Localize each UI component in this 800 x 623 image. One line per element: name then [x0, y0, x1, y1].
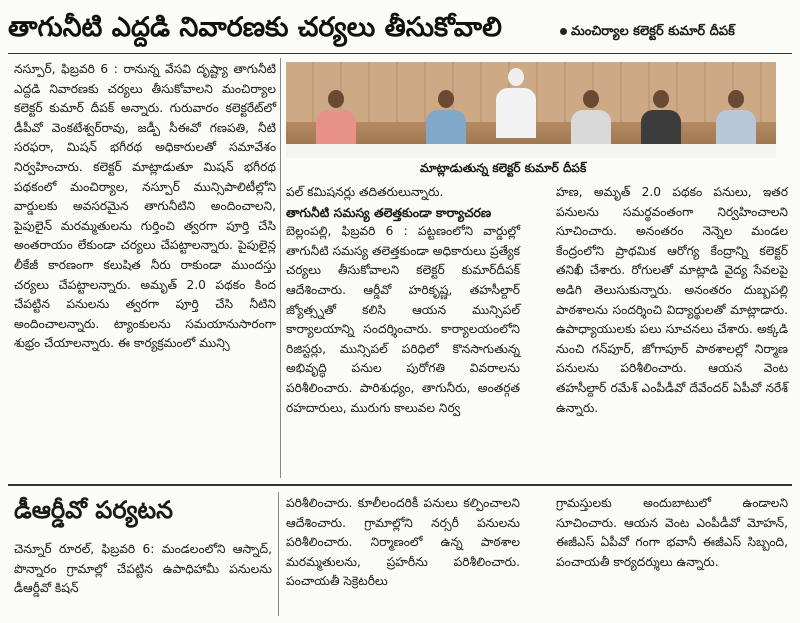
article1-col3-text: హణ, అమృత్ 2.0 పథకం పనులు, ఇతర పనులను సమర్థవంతంగా నిర్వహించాలని సూచించారు. అనంతరం నెన్నెల మండల కేంద్రంలోని ప్రాథమిక ఆరోగ్య కేంద్రాన్ని కలెక్టర్ తనిఖీ చేశారు. రోగులతో మాట్లాడి వైద్య సేవలపై అడిగి తెలుసుకున్నారు. అనంతరం దుబ్బపల్లి పాఠశాలను సందర్శించి విద్యార్థులతో మాట్లాడారు. ఉపాధ్యాయులకు పలు సూచనలు చేశారు. అక్కడి నుంచి గన్‌పూర్, జోగాపూర్ పాఠశాలల్లో నిర్మాణ పనులను పరిశీలించారు. ఆయన వెంట తహసీల్దార్ రమేశ్ ఎంపీడీవో దేవేందర్ ఏపీవో నరేశ్ ఉన్నారు. — [556, 185, 788, 415]
photo-person — [316, 90, 356, 146]
article1-column-2 — [286, 183, 520, 418]
column-divider — [278, 492, 279, 616]
article1-col2-text: బెల్లంపల్లి, ఫిబ్రవరి 6 : పట్టణంలోని వార్డుల్లో తాగునీటి సమస్య తలెత్తకుండా అధికారులు ప్రత్యేక చర్యలు తీసుకోవాలని కలెక్టర్ కుమార్‌దీపక్ ఆదేశించారు. ఆర్డీవో హరికృష్ణ, తహసీల్దార్ జ్యోత్స్నతో కలిసి ఆయన మున్సిపల్ కార్యాలయాన్ని సందర్శించారు. కార్యాలయంలోని రిజిస్టర్లు, మున్సిపల్ పరిధిలో కొనసాగుతున్న అభివృద్ధి పనుల పురోగతి వివరాలను పరిశీలించారు. పారిశుధ్యం, తాగునీరు, అంతర్గత రహదారులు, మురుగు కాలువల నిర్వ — [286, 224, 520, 415]
byline-text: మంచిర్యాల కలెక్టర్ కుమార్ దీపక్ — [571, 24, 735, 39]
photo-person — [426, 90, 466, 146]
photo-person — [496, 68, 536, 138]
article1-column-1 — [14, 60, 276, 354]
article-separator — [8, 484, 792, 486]
photo-table — [286, 144, 776, 158]
article2-col3-text: గ్రామస్తులకు అందుబాటులో ఉండాలని సూచించారు. ఆయన వెంట ఎంపీడీవో మోహన్, ఈజీఎస్ ఏపీవో గంగా భవానీ ఈజీఎస్ సిబ్బంది, పంచాయతీ కార్యదర్శులు ఉన్నారు. — [556, 496, 788, 569]
column-divider — [280, 58, 281, 478]
article1-column-3 — [556, 183, 788, 418]
headline-main: తాగునీటి ఎద్దడి నివారణకు చర్యలు తీసుకోవాలి — [8, 12, 502, 43]
header-rule — [8, 53, 792, 54]
article-header — [8, 6, 792, 52]
article2-column-2 — [286, 494, 520, 592]
article1-col1-text: నస్పూర్, ఫిబ్రవరి 6 : రానున్న వేసవి దృష్ట్యా తాగునీటి ఎద్దడి నివారణకు చర్యలు తీసుకోవాలని మంచిర్యాల కలెక్టర్ కుమార్ దీపక్ అన్నారు. గురువారం కలెక్టరేట్‌లో డీపీవో వెంకటేశ్వర్‌రావు, జడ్పీ సీఈవో గణపతి, నీటి సరఫరా, మిషన్ భగీరథ అధికారులతో సమావేశం నిర్వహించారు. కలెక్టర్ మాట్లాడుతూ మిషన్ భగీరథ పథకంలో మంచిర్యాల, నస్పూర్ మున్సిపాలిటీల్లోని వార్డులకు అవసరమైన తాగునీటిని అందించాలని, పైపులైన్ మరమ్మతులను గుర్తించి త్వరగా పూర్తి చేసి అంతరాయం లేకుండా చర్యలు చేపట్టాలన్నారు. పైపులైన్ల లీకేజీ కారణంగా కలుషిత నీరు రాకుండా ముందస్తు చర్యలు చేపట్టాలన్నారు. అమృత్ 2.0 పథకం కింద చేపట్టిన పనులను త్వరగా పూర్తి చేసి నీటిని అందించాలన్నారు. ట్యాంకులను సమయానుసారంగా శుభ్రం చేయాలన్నారు. ఈ కార్యక్రమంలో మున్సి — [14, 62, 276, 351]
article1-subheading: తాగునీటి సమస్య తలెత్తకుండా కార్యాచరణ — [286, 204, 492, 220]
article2-col2-text: పరిశీలించారు. కూలీలందరికీ పనులు కల్పించాలని ఆదేశించారు. గ్రామాల్లోని నర్సరీ పనులను పరిశీలించారు. నిర్మాణంలో ఉన్న పాఠశాల మరమ్మతులను, ప్రహరీను పరిశీలించారు. పంచాయతీ సెక్రెటరీలు — [286, 496, 520, 589]
article1-col2-lead: పల్ కమిషనర్లు తదితరులున్నారు. — [286, 185, 444, 199]
photo-caption: మాట్లాడుతున్న కలెక్టర్ కుమార్ దీపక్ — [420, 161, 587, 175]
photo-person — [641, 90, 681, 146]
photo-person — [716, 90, 756, 146]
article2-col1-text: చెన్నూర్ రూరల్, ఫిబ్రవరి 6: మండలంలోని ఆస్నాద్, పొన్నారం గ్రామాల్లో చేపట్టిన ఉపాధిహామీ పనులను డీఆర్డీవో కిషన్ — [14, 542, 272, 596]
photo-person — [571, 90, 611, 146]
article2-column-1 — [14, 540, 272, 599]
meeting-photo — [286, 62, 776, 158]
bullet-icon — [560, 28, 567, 35]
headline-secondary: డీఆర్డీవో పర్యటన — [14, 496, 173, 524]
byline — [560, 24, 735, 42]
article2-column-3 — [556, 494, 788, 572]
